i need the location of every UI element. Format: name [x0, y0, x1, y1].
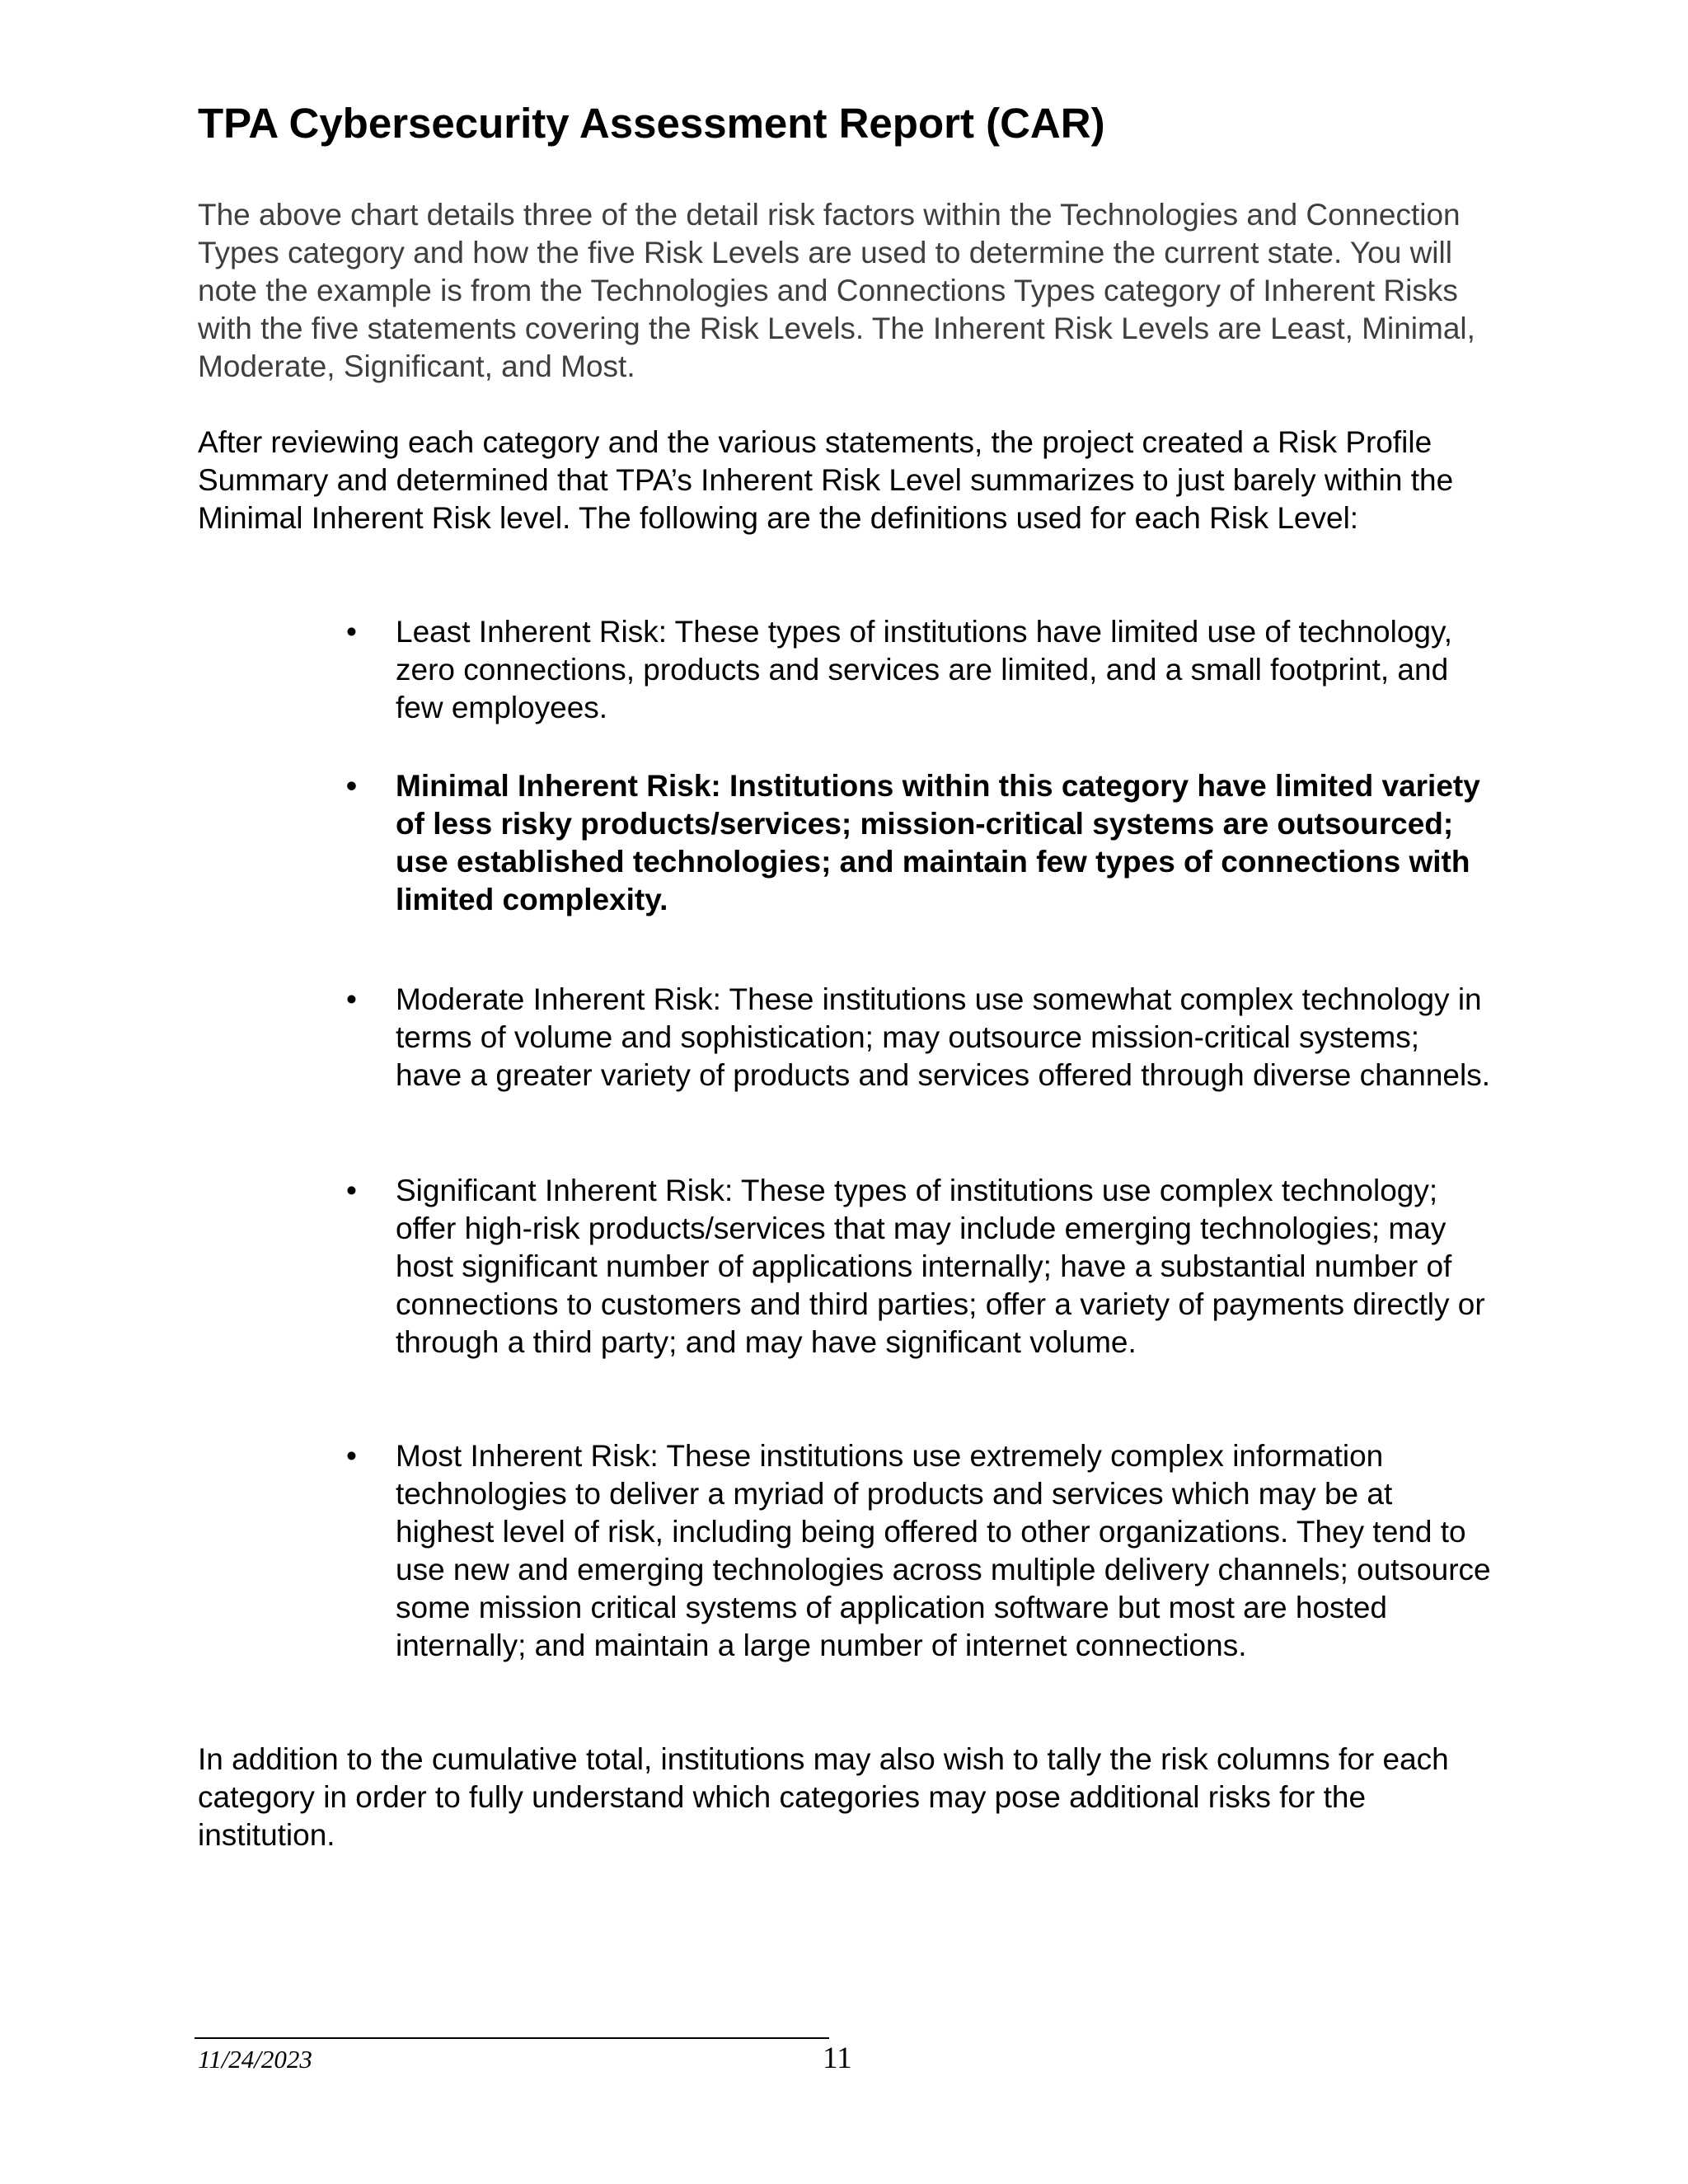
summary-paragraph: After reviewing each category and the various statements, the project created a Risk Profile Summary and determined that TPA’s Inherent Risk Level summarizes to just barely within the Minimal Inherent Risk level. The following are the definitions used for each Risk Level:	[198, 425, 1454, 535]
risk-level-most	[338, 1437, 1492, 1665]
footer-divider	[195, 2037, 829, 2039]
bullet-icon: •	[346, 1439, 357, 1473]
page-number: 11	[823, 2041, 852, 2075]
bullet-icon: •	[346, 615, 357, 649]
bullet-icon: •	[346, 1174, 357, 1207]
risk-level-text: Least Inherent Risk: These types of institutions have limited use of technology, zero connections, products and services are limited, and a small footprint, and few employees.	[396, 615, 1453, 724]
risk-level-minimal	[338, 767, 1492, 919]
closing-paragraph: In addition to the cumulative total, institutions may also wish to tally the risk columns for each category in order to fully understand which categories may pose additional risks for the institution.	[198, 1742, 1449, 1852]
bullet-icon: •	[346, 982, 357, 1016]
risk-level-text: Most Inherent Risk: These institutions use extremely complex information technologies to deliver a myriad of products and services which may be at highest level of risk, including being offered to other organizations. They tend to use new and emerging technologies across multiple delivery channels; outsource some mission critical systems of application software but most are hosted internally; and maintain a large number of internet connections.	[396, 1439, 1491, 1662]
risk-level-text: Minimal Inherent Risk: Institutions within this category have limited variety of less risky products/services; mission-critical systems are outsourced; use established technologies; and maintain few types of connections with limited complexity.	[396, 769, 1480, 916]
risk-level-significant	[338, 1172, 1492, 1361]
intro-paragraph: The above chart details three of the detail risk factors within the Technologies and Connection Types category and how the five Risk Levels are used to determine the current state. You will note the example is from the Technologies and Connections Types category of Inherent Risks with the five statements covering the Risk Levels. The Inherent Risk Levels are Least, Minimal, Moderate, Significant, and Most.	[198, 198, 1475, 383]
risk-level-text: Significant Inherent Risk: These types of institutions use complex technology; offer high-risk products/services that may include emerging technologies; may host significant number of applications internally; have a substantial number of connections to customers and third parties; offer a variety of payments directly or through a third party; and may have significant volume.	[396, 1174, 1485, 1359]
page-title: TPA Cybersecurity Assessment Report (CAR)	[198, 100, 1105, 147]
footer-date: 11/24/2023	[198, 2045, 312, 2074]
risk-level-least	[338, 613, 1492, 727]
risk-level-moderate	[338, 981, 1492, 1094]
bullet-icon: •	[346, 769, 357, 803]
risk-level-text: Moderate Inherent Risk: These institutions use somewhat complex technology in terms of volume and sophistication; may outsource mission-critical systems; have a greater variety of products and services offered through diverse channels.	[396, 982, 1490, 1092]
